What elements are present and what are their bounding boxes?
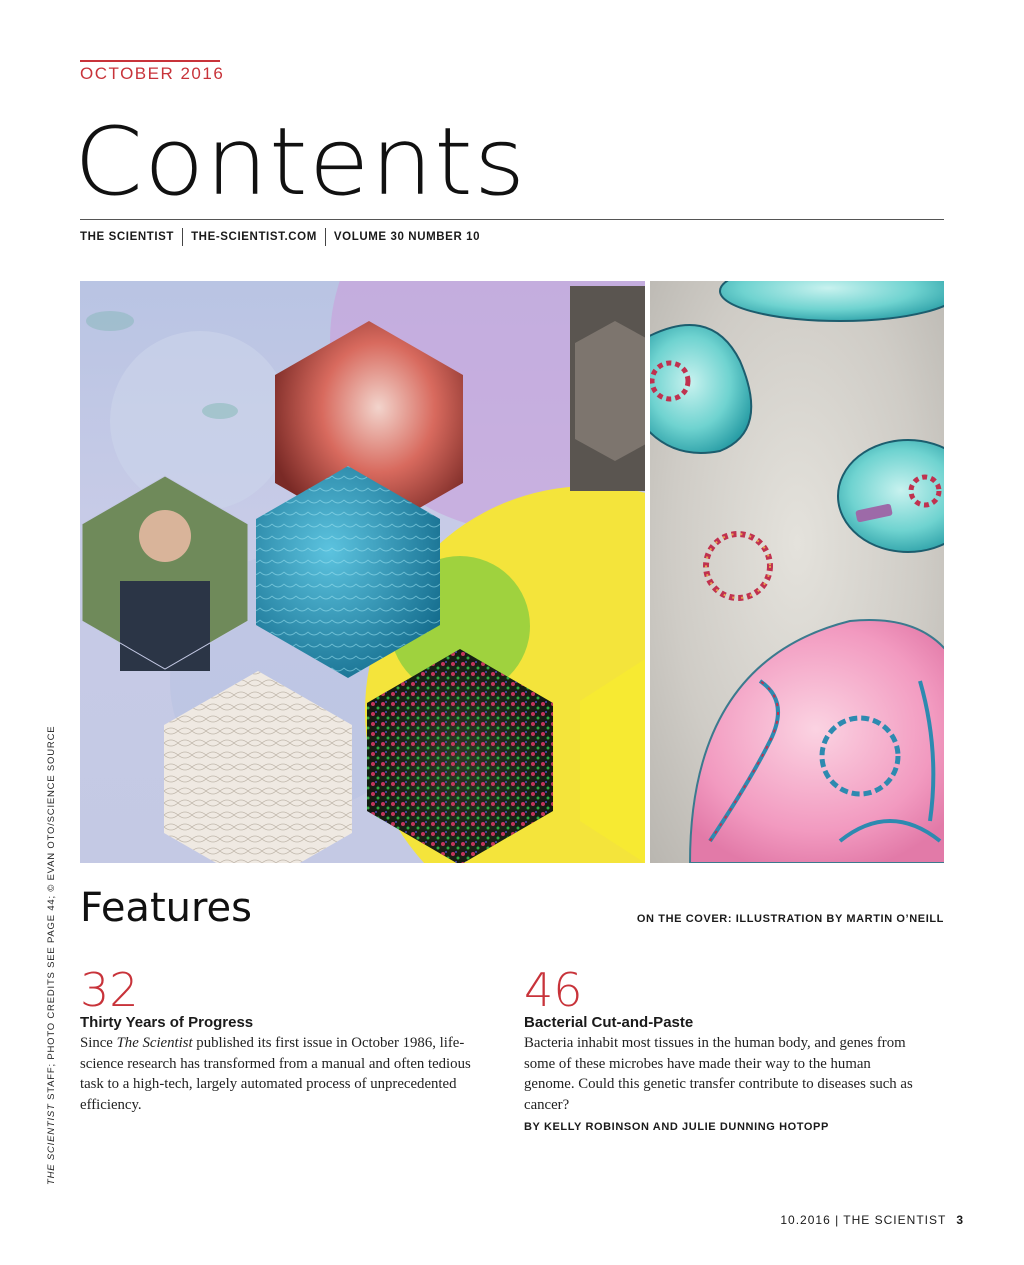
summary-text: published its first issue in October 1986, life-science research has transformed from a manual and often tedious task to a high-tech, largely automated process of unprecedented efficiency. [80, 1035, 471, 1113]
month-rule [80, 60, 220, 62]
masthead [80, 229, 480, 245]
cover-credit: ON THE COVER: ILLUSTRATION BY MARTIN O’NEILL [636, 913, 944, 925]
article-headline[interactable]: Thirty Years of Progress [80, 1014, 254, 1031]
masthead-separator [325, 228, 326, 246]
cover-illustration-bacteria [650, 281, 944, 863]
summary-text: Since [80, 1035, 117, 1051]
bacteria-illustration [650, 281, 944, 863]
photo-credit [46, 726, 57, 1185]
features-heading: Features [80, 885, 252, 931]
title-rule [80, 219, 944, 220]
masthead-volume: VOLUME 30 NUMBER 10 [333, 231, 481, 243]
masthead-publication: THE SCIENTIST [80, 231, 175, 243]
photo-credit-text: STAFF; PHOTO CREDITS SEE PAGE 44; © EVAN OTO/SCIENCE SOURCE [46, 725, 57, 1104]
masthead-website[interactable]: THE-SCIENTIST.COM [191, 231, 317, 243]
page-number: 3 [956, 1213, 964, 1227]
masthead-separator [182, 228, 183, 246]
publication-name: The Scientist [116, 1035, 193, 1051]
article-page-number: 46 [524, 963, 583, 1017]
cover-illustration-hexagons [80, 281, 645, 863]
hexagon-collage [80, 281, 645, 863]
photo-credit-italic: THE SCIENTIST [46, 1103, 57, 1185]
article-page-number: 32 [80, 963, 139, 1017]
article-summary: Bacteria inhabit most tissues in the human body, and genes from some of these microbes have made their way to the human genome. Could this genetic transfer contribute to diseases such as cancer? [524, 1035, 913, 1113]
article-headline[interactable]: Bacterial Cut-and-Paste [524, 1014, 694, 1031]
plasmid-ring [706, 534, 770, 598]
issue-month: OCTOBER 2016 [80, 64, 225, 83]
page-footer [780, 1213, 964, 1227]
article-summary [80, 1033, 480, 1115]
article-bacterial-cut-and-paste[interactable] [524, 963, 924, 1133]
footer-issue: 10.2016 | THE SCIENTIST [780, 1213, 947, 1227]
article-thirty-years[interactable] [80, 963, 480, 1115]
page-title: Contents [74, 108, 527, 217]
article-byline: BY KELLY ROBINSON AND JULIE DUNNING HOTOPP [524, 1121, 829, 1133]
